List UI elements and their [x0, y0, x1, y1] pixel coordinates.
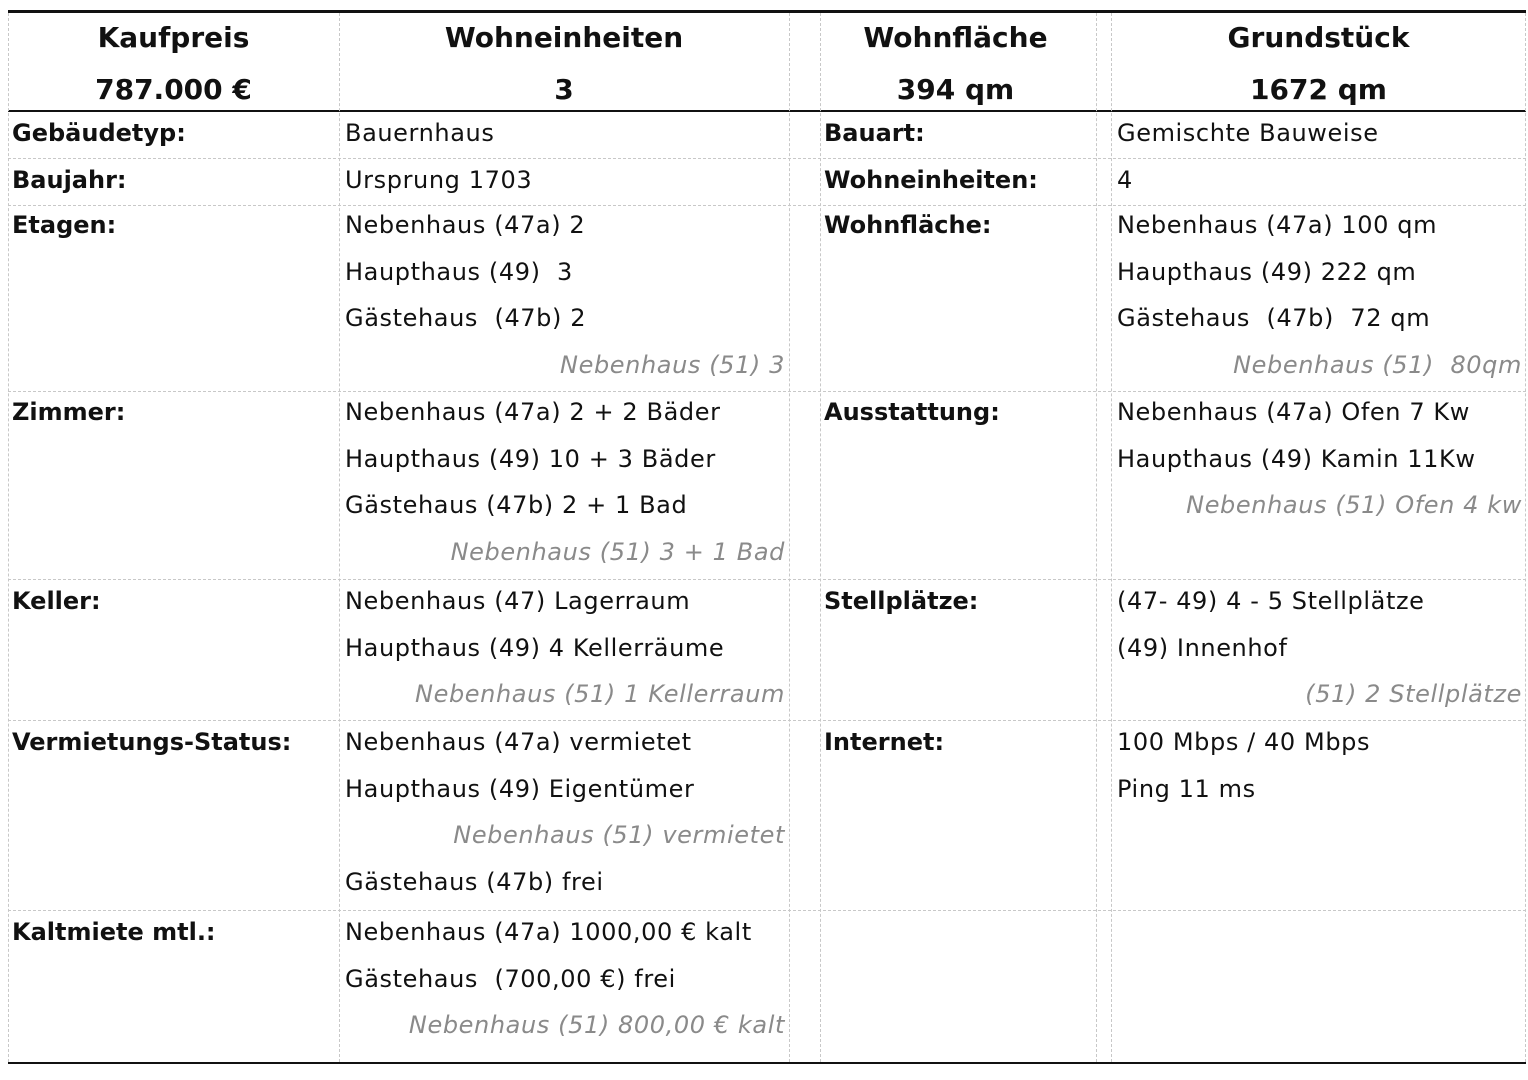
value-line: Haupthaus (49) Eigentümer [345, 774, 695, 803]
row-label: Wohnfläche: [824, 211, 992, 239]
row-values [345, 727, 785, 913]
header-cell-grundstueck [1111, 13, 1526, 110]
header-value: 1672 qm [1250, 73, 1387, 106]
row-label: Gebäudetyp: [12, 119, 186, 147]
value-line-italic: Nebenhaus (51) 800,00 € kalt [408, 1011, 785, 1039]
grid-line-vertical [789, 13, 790, 1062]
grid-line-vertical [1111, 13, 1112, 1062]
value-line: Nebenhaus (47a) 2 + 2 Bäder [345, 398, 721, 426]
row-label: Etagen: [12, 211, 117, 239]
row-values [1117, 397, 1522, 537]
property-fact-sheet [8, 10, 1526, 1066]
value-line-italic: Nebenhaus (51) Ofen 4 kw [1186, 491, 1522, 519]
row-label: Ausstattung: [824, 398, 1000, 426]
row-values [1117, 727, 1522, 820]
value-line: Nebenhaus (47a) 100 qm [1117, 211, 1438, 239]
grid-line-vertical [820, 13, 821, 1062]
row-values [1117, 118, 1522, 165]
header-value: 3 [554, 73, 574, 106]
row-values [1117, 210, 1522, 396]
row-values [345, 165, 785, 212]
row-label: Kaltmiete mtl.: [12, 918, 216, 946]
row-values [1117, 165, 1522, 212]
row-label: Internet: [824, 728, 945, 756]
value-line: Haupthaus (49) 10 + 3 Bäder [345, 444, 716, 473]
header-label: Wohneinheiten [444, 21, 684, 54]
row-values [345, 586, 785, 726]
value-line: Ping 11 ms [1117, 774, 1256, 803]
header-value: 394 qm [896, 73, 1015, 106]
value-line: 4 [1117, 166, 1133, 194]
value-line: Haupthaus (49) 3 [345, 257, 573, 286]
row-label: Vermietungs-Status: [12, 728, 292, 756]
value-line: Haupthaus (49) 4 Kellerräume [345, 633, 725, 662]
value-line: Gästehaus (47b) 2 + 1 Bad [345, 491, 688, 519]
grid-line-vertical [339, 13, 340, 1062]
row-values [345, 210, 785, 396]
row-label: Bauart: [824, 119, 925, 147]
row-values [345, 397, 785, 583]
grid-line-vertical [1525, 13, 1526, 1062]
value-line: Gemischte Bauweise [1117, 119, 1379, 147]
value-line: Haupthaus (49) Kamin 11Kw [1117, 444, 1476, 473]
row-values [345, 118, 785, 165]
value-line: Ursprung 1703 [345, 166, 533, 194]
row-label: Keller: [12, 587, 101, 615]
value-line: Nebenhaus (47a) 1000,00 € kalt [345, 918, 752, 946]
value-line: Gästehaus (47b) 2 [345, 304, 587, 332]
header-label: Kaufpreis [97, 21, 250, 54]
value-line-italic: (51) 2 Stellplätze [1305, 680, 1522, 708]
value-line: (49) Innenhof [1117, 633, 1288, 662]
row-label: Wohneinheiten: [824, 166, 1038, 194]
row-values [345, 917, 785, 1057]
value-line-italic: Nebenhaus (51) 3 + 1 Bad [450, 537, 785, 566]
value-line: Nebenhaus (47a) Ofen 7 Kw [1117, 398, 1471, 426]
value-line: Bauernhaus [345, 119, 495, 147]
header-value: 787.000 € [95, 73, 252, 106]
value-line: Nebenhaus (47) Lagerraum [345, 587, 691, 615]
value-line-italic: Nebenhaus (51) 1 Kellerraum [415, 680, 785, 708]
header-cell-wohneinheiten [339, 13, 789, 110]
row-label: Baujahr: [12, 166, 127, 194]
value-line: Gästehaus (47b) frei [345, 867, 604, 896]
value-line: 100 Mbps / 40 Mbps [1117, 728, 1371, 756]
value-line: Gästehaus (700,00 €) frei [345, 964, 676, 993]
value-line: Haupthaus (49) 222 qm [1117, 257, 1417, 286]
row-values [1117, 586, 1522, 726]
value-line: Gästehaus (47b) 72 qm [1117, 304, 1431, 332]
header-label: Wohnfläche [863, 21, 1048, 54]
value-line: Nebenhaus (47a) vermietet [345, 728, 692, 756]
value-line-italic: Nebenhaus (51) vermietet [453, 821, 785, 849]
value-line: Nebenhaus (47a) 2 [345, 211, 586, 239]
value-line-italic: Nebenhaus (51) 3 [560, 350, 785, 379]
value-line: (47- 49) 4 - 5 Stellplätze [1117, 587, 1425, 615]
value-line-italic: Nebenhaus (51) 80qm [1233, 350, 1522, 379]
header-cell-kaufpreis [8, 13, 339, 110]
grid-line-vertical [8, 13, 9, 1062]
grid-line-vertical [1096, 13, 1097, 1062]
header-label: Grundstück [1227, 21, 1410, 54]
footer-rule [8, 1062, 1526, 1064]
row-label: Zimmer: [12, 398, 126, 426]
header-bottom-rule [8, 110, 1526, 112]
row-label: Stellplätze: [824, 587, 979, 615]
header-cell-wohnflaeche [820, 13, 1091, 110]
